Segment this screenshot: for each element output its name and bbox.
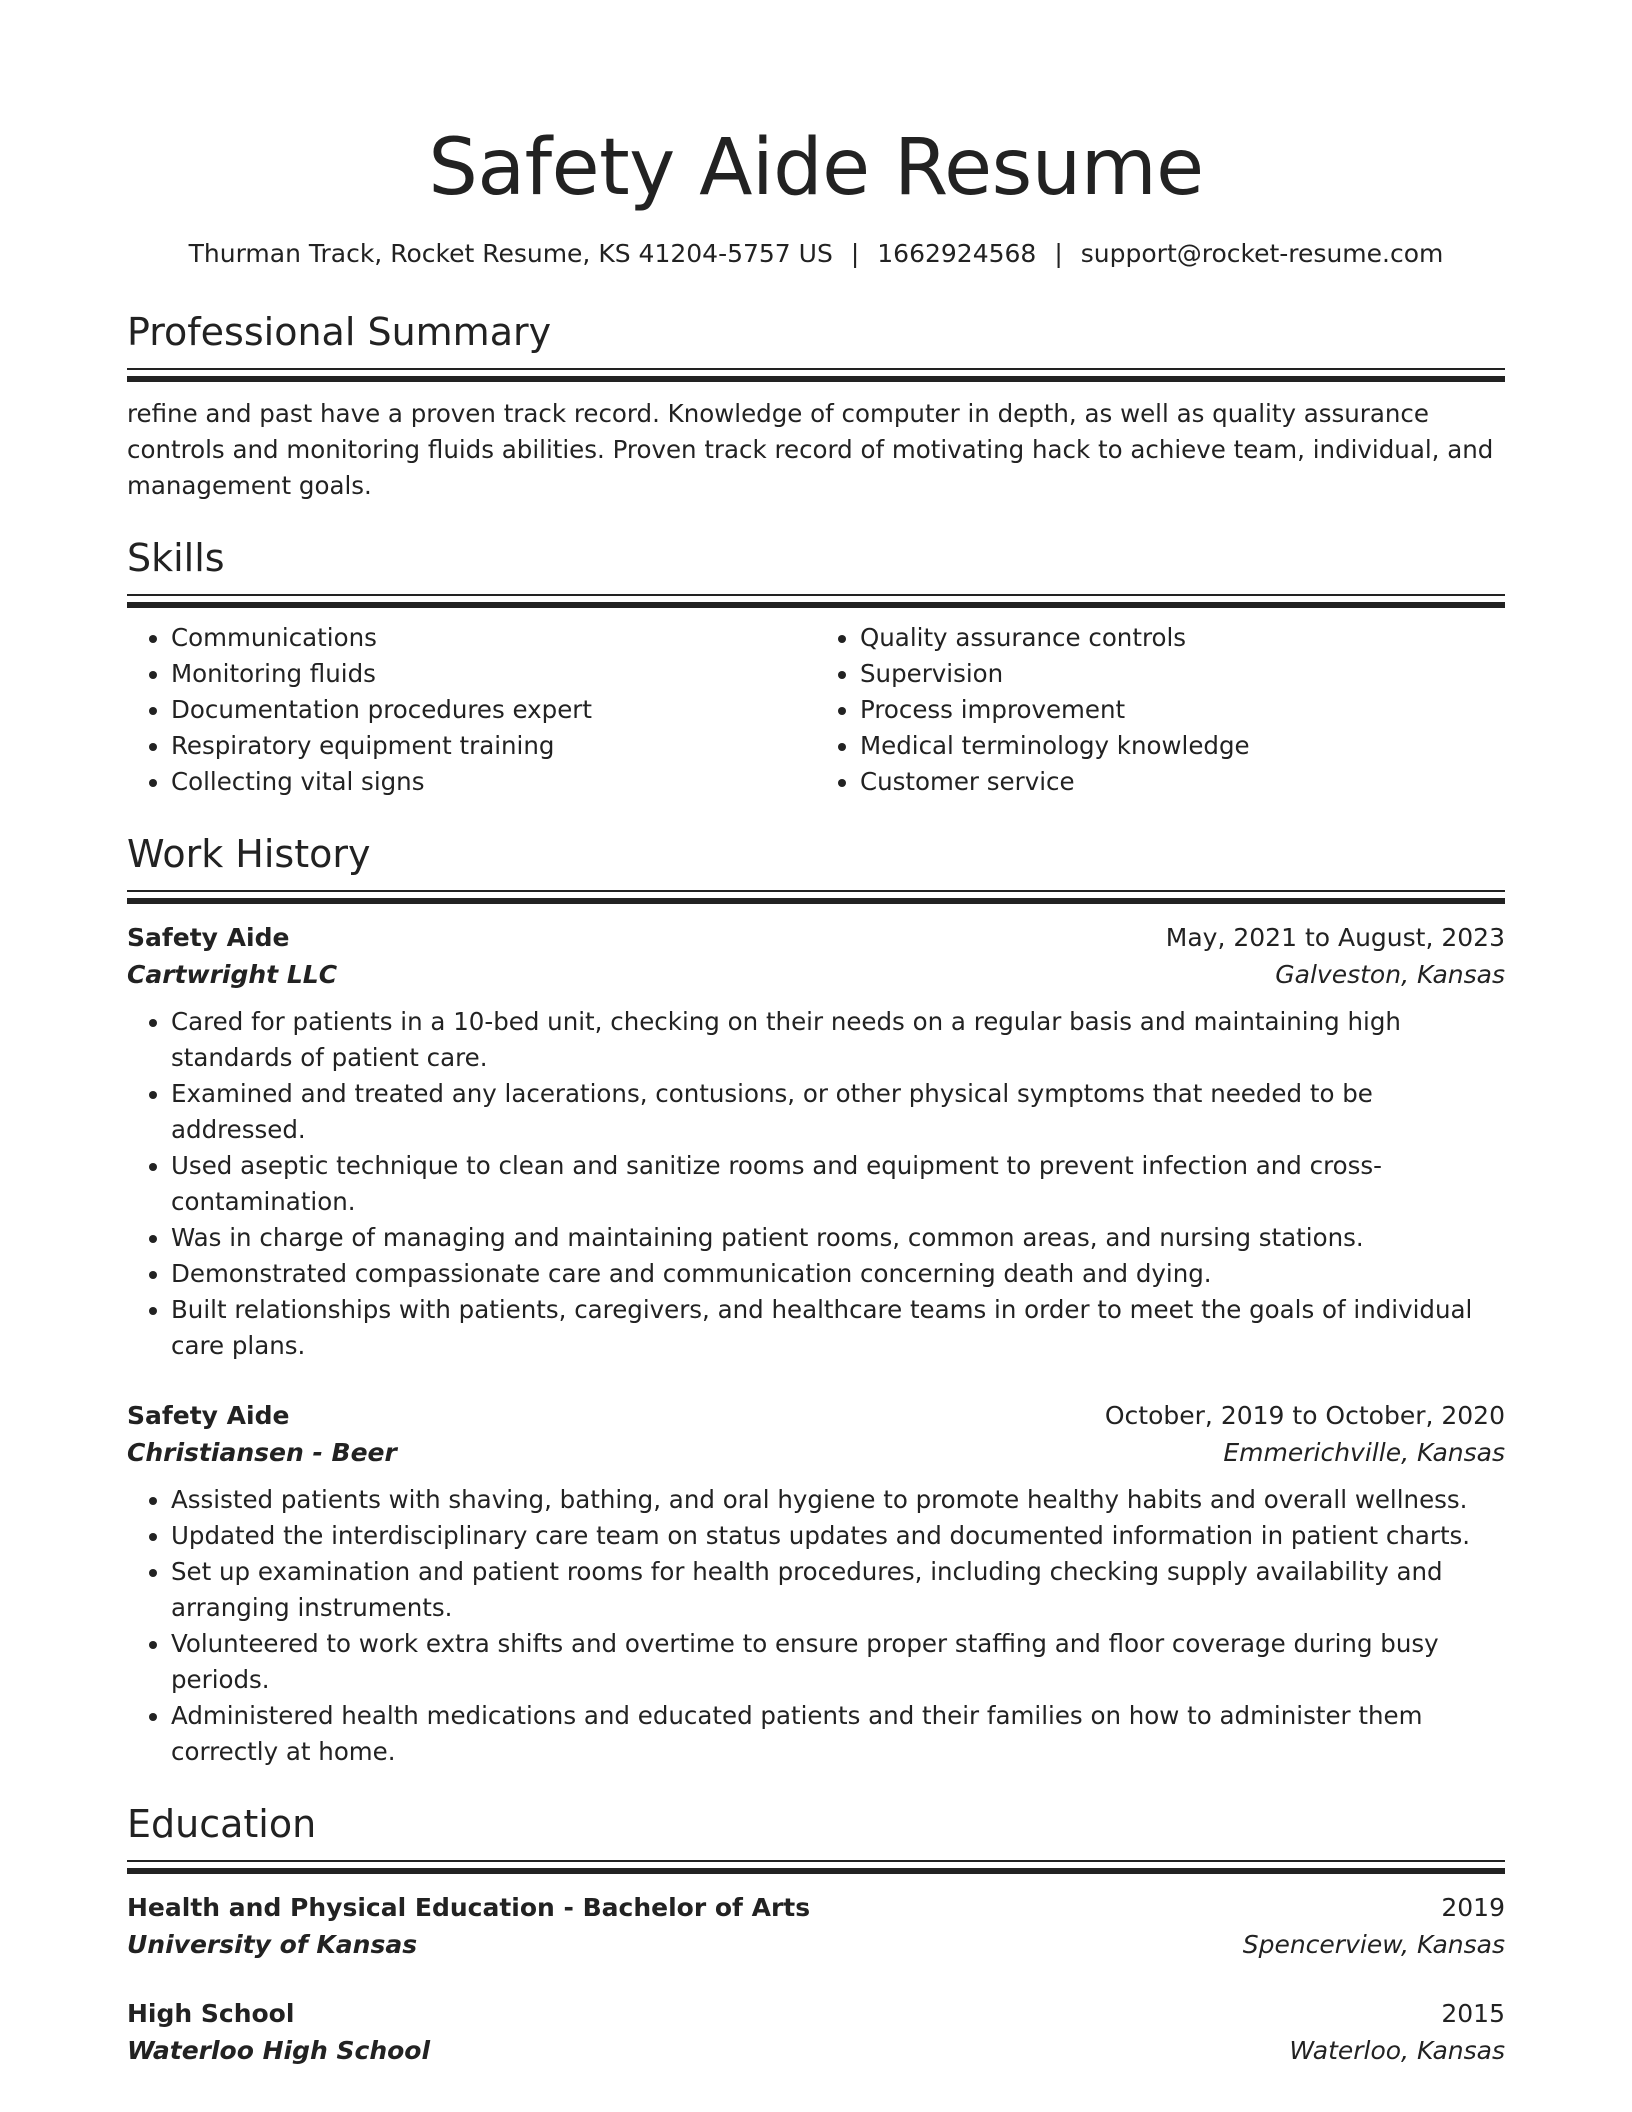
skills-list-left [127,620,816,800]
education-header-row [127,1996,1505,2032]
job-company: Cartwright LLC [127,960,338,989]
job-location: Emmerichville, Kansas [1223,1438,1505,1467]
skills-heading: Skills [127,536,225,580]
job-bullets [127,1004,1505,1364]
section-divider [127,594,1505,608]
contact-address: Thurman Track, Rocket Resume, KS 41204-5757 US [188,239,833,268]
job-bullet: • Assisted patients with shaving, bathing, and oral hygiene to promote healthy habits and overall wellness. [171,1482,1505,1518]
education-entry [127,1996,1505,2070]
job-bullet: • Built relationships with patients, caregivers, and healthcare teams in order to meet the goals of individual care plans. [171,1292,1505,1364]
section-divider [127,890,1505,904]
job-company-row [127,956,1505,994]
job-title: Safety Aide [127,1401,290,1430]
job-bullet: • Used aseptic technique to clean and sanitize rooms and equipment to prevent infection and cross-contamination. [171,1148,1505,1220]
job-bullet: • Volunteered to work extra shifts and overtime to ensure proper staffing and floor coverage during busy periods. [171,1626,1505,1698]
job-title: Safety Aide [127,923,290,952]
education-heading: Education [127,1802,317,1846]
job-header-row [127,1398,1505,1434]
skill-item: • Communications [171,620,816,656]
job-bullet: • Cared for patients in a 10-bed unit, checking on their needs on a regular basis and maintaining high standards of patient care. [171,1004,1505,1076]
education-year: 2015 [1441,1999,1505,2028]
job-company-row [127,1434,1505,1472]
education-school: Waterloo High School [127,2036,431,2065]
job-bullets [127,1482,1505,1770]
education-school-row [127,2032,1505,2070]
skill-item: • Process improvement [860,692,1505,728]
skill-item: • Medical terminology knowledge [860,728,1505,764]
skills-section [127,534,1505,800]
job-header-row [127,920,1505,956]
job-bullet: • Demonstrated compassionate care and communication concerning death and dying. [171,1256,1505,1292]
summary-heading: Professional Summary [127,310,552,354]
education-header-row [127,1890,1505,1926]
education-year: 2019 [1441,1893,1505,1922]
skills-columns [127,620,1505,800]
skill-item: • Customer service [860,764,1505,800]
skill-item: • Documentation procedures expert [171,692,816,728]
skill-item: • Collecting vital signs [171,764,816,800]
education-school: University of Kansas [127,1930,418,1959]
job-entry [127,920,1505,1364]
job-bullet: • Updated the interdisciplinary care team on status updates and documented information in patient charts. [171,1518,1505,1554]
job-bullet: • Administered health medications and educated patients and their families on how to administer them correctly at home. [171,1698,1505,1770]
skill-item: • Respiratory equipment training [171,728,816,764]
section-divider [127,1860,1505,1874]
education-school-row [127,1926,1505,1964]
education-location: Spencerview, Kansas [1242,1930,1505,1959]
job-bullet: • Was in charge of managing and maintaining patient rooms, common areas, and nursing stations. [171,1220,1505,1256]
job-dates: October, 2019 to October, 2020 [1104,1401,1505,1430]
work-section [127,830,1505,1770]
job-bullet: • Examined and treated any lacerations, contusions, or other physical symptoms that needed to be addressed. [171,1076,1505,1148]
job-company: Christiansen - Beer [127,1438,397,1467]
skill-item: • Monitoring fluids [171,656,816,692]
contact-line [127,238,1505,270]
resume-title: Safety Aide Resume [428,123,1204,213]
skills-list-right [816,620,1505,800]
contact-separator: | [850,239,860,268]
contact-email[interactable]: support@rocket-resume.com [1080,239,1444,268]
contact-separator: | [1054,239,1063,268]
education-section [127,1800,1505,2070]
job-entry [127,1398,1505,1770]
summary-text: refine and past have a proven track record. Knowledge of computer in depth, as well as quality assurance controls and monitoring fluids abilities. Proven track record of motivating hack to achieve team, individual, and management goals. [127,399,1494,500]
job-bullet: • Set up examination and patient rooms for health procedures, including checking supply availability and arranging instruments. [171,1554,1505,1626]
job-location: Galveston, Kansas [1275,960,1505,989]
skill-item: • Supervision [860,656,1505,692]
summary-section [127,308,1505,504]
contact-phone: 1662924568 [877,239,1037,268]
job-dates: May, 2021 to August, 2023 [1165,923,1505,952]
work-heading: Work History [127,832,371,876]
section-divider [127,368,1505,382]
education-degree: Health and Physical Education - Bachelor of Arts [127,1893,811,1922]
education-location: Waterloo, Kansas [1289,2036,1505,2065]
education-entry [127,1890,1505,1964]
education-degree: High School [127,1999,295,2028]
skill-item: • Quality assurance controls [860,620,1505,656]
